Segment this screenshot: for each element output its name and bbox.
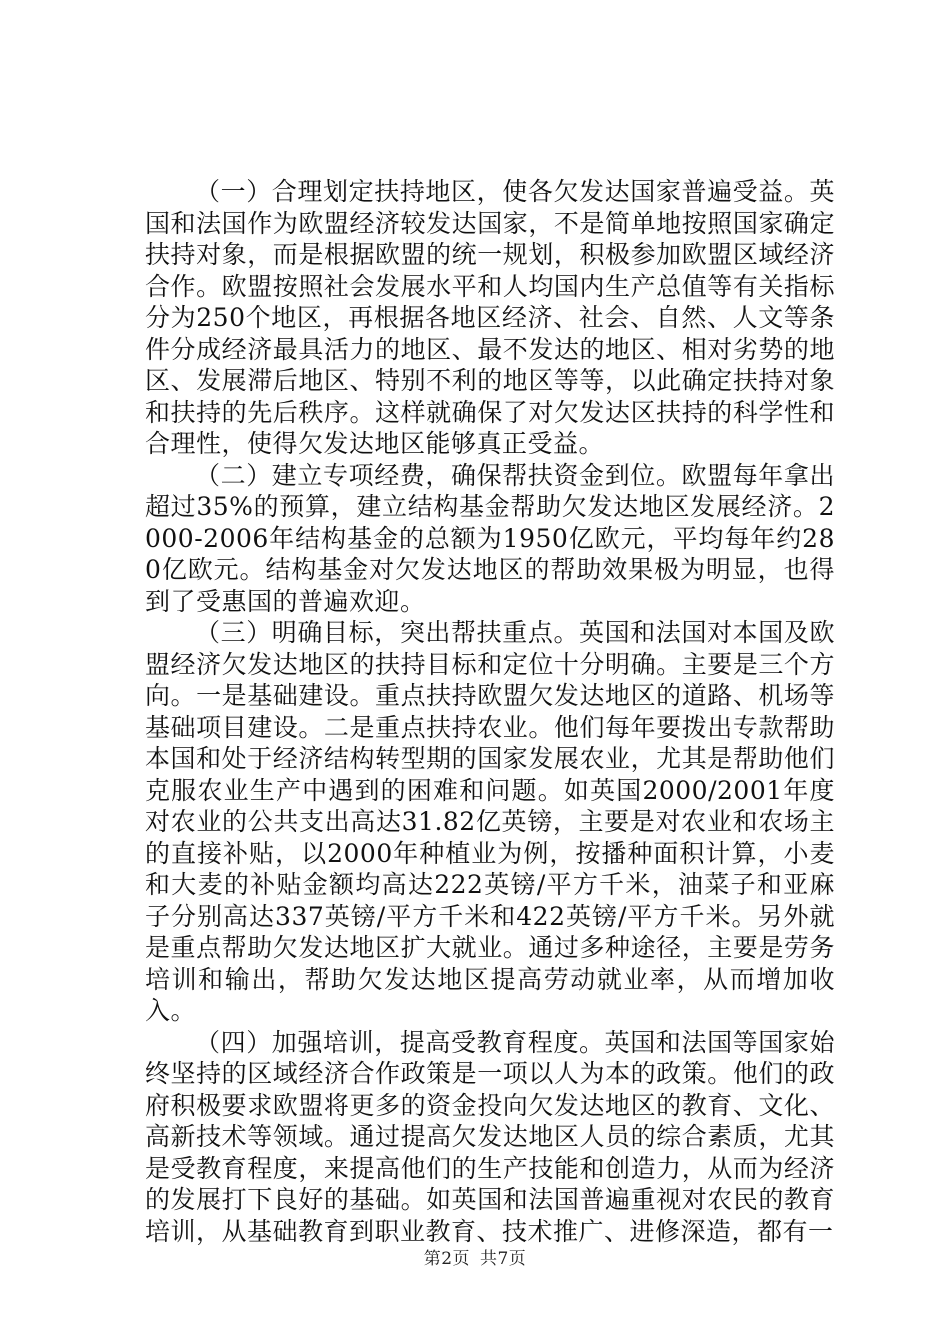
paragraph-3: （三）明确目标，突出帮扶重点。英国和法国对本国及欧盟经济欠发达地区的扶持目标和定位十分明确。主要是三个方向。一是基础建设。重点扶持欧盟欠发达地区的道路、机场等基础项目建设。二是重点扶持农业。他们每年要拨出专款帮助本国和处于经济结构转型期的国家发展农业，尤其是帮助他们克服农业生产中遇到的困难和问题。如英国2000/2001年度对农业的公共支出高达31.82亿英镑，主要是对农业和农场主的直接补贴，以2000年种植业为例，按播种面积计算，小麦和大麦的补贴金额均高达222英镑/平方千米，油菜子和亚麻子分别高达337英镑/平方千米和422英镑/平方千米。另外就是重点帮助欠发达地区扩大就业。通过多种途径，主要是劳务培训和输出，帮助欠发达地区提高劳动就业率，从而增加收入。 — [145, 618, 835, 1025]
paragraph-1: （一）合理划定扶持地区，使各欠发达国家普遍受益。英国和法国作为欧盟经济较发达国家，不是简单地按照国家确定扶持对象，而是根据欧盟的统一规划，积极参加欧盟区域经济合作。欧盟按照社会发展水平和人均国内生产总值等有关指标分为250个地区，再根据各地区经济、社会、自然、人文等条件分成经济最具活力的地区、最不发达的地区、相对劣势的地区、发展滞后地区、特别不利的地区等等，以此确定扶持对象和扶持的先后秩序。这样就确保了对欠发达区扶持的科学性和合理性，使得欠发达地区能够真正受益。 — [145, 177, 835, 458]
page-number: 第2页 — [423, 1249, 471, 1269]
page-footer — [0, 1244, 950, 1269]
page-total: 共7页 — [479, 1249, 527, 1269]
paragraph-2: （二）建立专项经费，确保帮扶资金到位。欧盟每年拿出超过35%的预算，建立结构基金帮助欠发达地区发展经济。2000-2006年结构基金的总额为1950亿欧元，平均每年约280亿欧元。结构基金对欠发达地区的帮助效果极为明显，也得到了受惠国的普遍欢迎。 — [145, 460, 835, 616]
document-body — [145, 176, 835, 1247]
paragraph-4: （四）加强培训，提高受教育程度。英国和法国等国家始终坚持的区域经济合作政策是一项以人为本的政策。他们的政府积极要求欧盟将更多的资金投向欠发达地区的教育、文化、高新技术等领域。通过提高欠发达地区人员的综合素质，尤其是受教育程度，来提高他们的生产技能和创造力，从而为经济的发展打下良好的基础。如英国和法国普遍重视对农民的教育培训，从基础教育到职业教育、技术推广、进修深造，都有一 — [145, 1027, 835, 1246]
